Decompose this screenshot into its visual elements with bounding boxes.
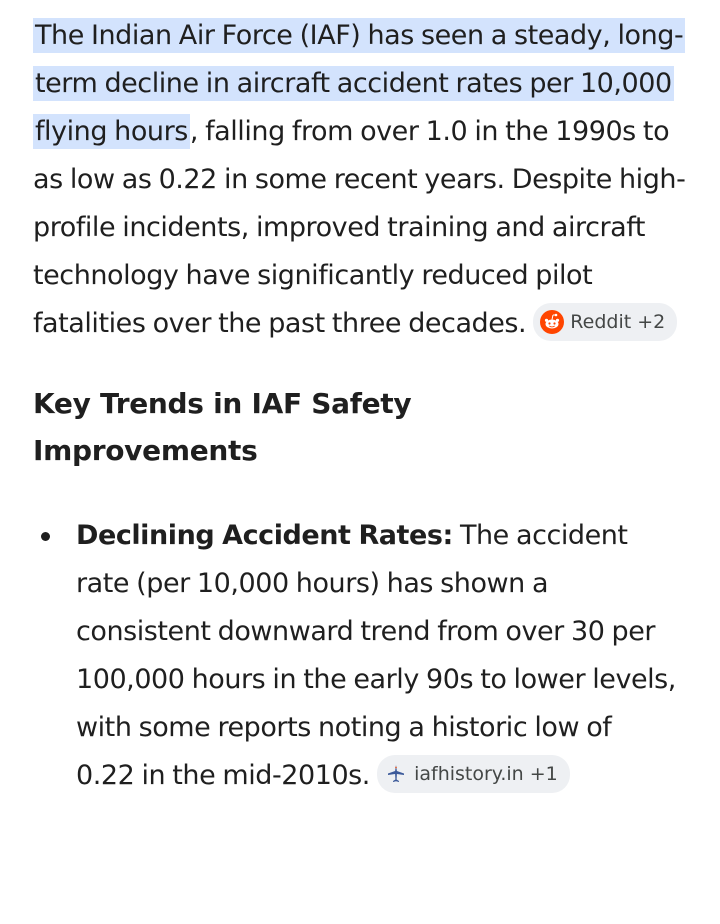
section-heading: Key Trends in IAF Safety Improvements [33,387,412,467]
aircraft-icon [384,762,408,786]
reddit-icon [540,310,564,334]
bullet-list [33,512,693,800]
bullet-title: Declining Accident Rates: [76,520,453,551]
bullet-dot [41,532,50,541]
summary-text: , falling from over 1.0 in the 1990s to as low as 0.22 in some recent years. Despite high-profile incidents, improved training and aircraft technology have significantly reduced pilot fatalities over the past three decades. [33,116,686,339]
list-item [33,512,676,800]
answer-content [33,12,693,800]
summary-paragraph [33,12,693,348]
source-chip-iafhistory[interactable] [377,755,570,793]
bullet-text: The accident rate (per 10,000 hours) has shown a consistent downward trend from over 30 per 100,000 hours in the early 90s to lower levels, with some reports noting a historic low of 0.22 in the mid-2010s. [76,520,676,791]
source-chip-reddit[interactable] [533,303,677,341]
highlighted-text[interactable]: The Indian Air Force (IAF) has seen a steady, long-term decline in aircraft accident rates per 10,000 flying hours [35,20,684,147]
source-chip-label: Reddit +2 [570,310,666,333]
source-chip-label: iafhistory.in +1 [414,762,558,785]
